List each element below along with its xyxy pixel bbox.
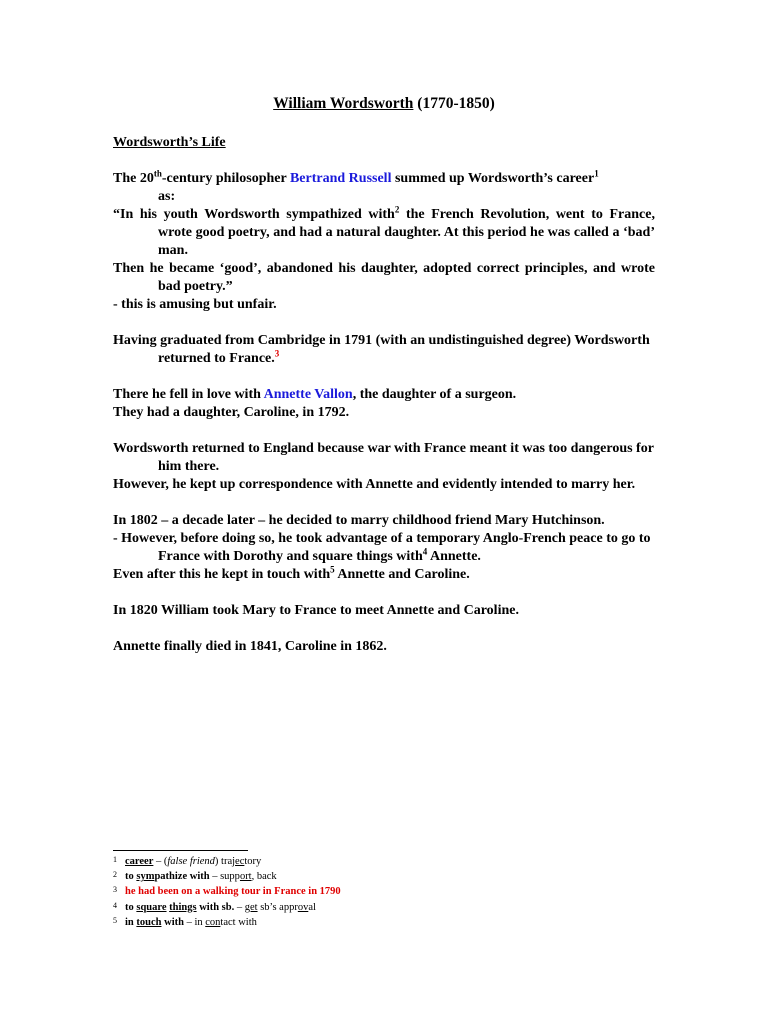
text: ov bbox=[297, 901, 309, 913]
paragraph-intro bbox=[113, 170, 655, 206]
text: , the daughter of a surgeon. bbox=[352, 387, 517, 402]
quote-part-2: Then he became ‘good’, abandoned his daughter, adopted correct principles, and wrote bad poetry.” bbox=[113, 261, 655, 294]
text: get bbox=[244, 901, 258, 913]
paragraph-deaths: Annette finally died in 1841, Caroline in 1862. bbox=[113, 639, 387, 654]
text: he had been on a walking tour in France in 1790 bbox=[125, 886, 341, 898]
text: false friend bbox=[167, 856, 215, 867]
text: – in bbox=[183, 916, 206, 928]
paragraph-kept-in-touch bbox=[113, 566, 655, 584]
text: tact with bbox=[220, 916, 257, 928]
text: Having graduated from Cambridge in 1791 (with an undistinguished degree) Wordsworth returned to France. bbox=[113, 333, 650, 366]
title-dates: (1770-1850) bbox=[417, 95, 495, 112]
text: Even after this he kept in touch with bbox=[113, 567, 331, 582]
footnote-4 bbox=[113, 900, 513, 915]
footnote-5 bbox=[113, 915, 513, 930]
text: touch bbox=[136, 916, 162, 928]
footnote-ref-2[interactable]: 2 bbox=[394, 204, 400, 215]
text: – bbox=[234, 901, 245, 913]
footnote-ref-1[interactable]: 1 bbox=[594, 168, 599, 179]
text: to bbox=[125, 901, 137, 913]
footnote-number: 5 bbox=[113, 915, 117, 925]
text: ) traj bbox=[214, 856, 236, 867]
text: sym bbox=[136, 871, 155, 883]
document-body bbox=[113, 134, 655, 656]
paragraph-1802: In 1802 – a decade later – he decided to marry childhood friend Mary Hutchinson. bbox=[113, 513, 605, 528]
text: ort bbox=[239, 871, 252, 883]
link-annette-vallon[interactable]: Annette Vallon bbox=[263, 387, 353, 402]
text: in bbox=[125, 916, 137, 928]
footnotes bbox=[113, 850, 513, 930]
footnote-number: 3 bbox=[113, 885, 117, 895]
text: – supp bbox=[209, 871, 240, 883]
text: There he fell in love with bbox=[113, 387, 264, 402]
text: pathize with bbox=[154, 871, 210, 883]
footnote-ref-4[interactable]: 4 bbox=[422, 546, 428, 557]
link-bertrand-russell[interactable]: Bertrand Russell bbox=[289, 171, 392, 186]
text: con bbox=[205, 916, 221, 928]
text: as: bbox=[158, 189, 176, 204]
quote-part-1 bbox=[113, 206, 655, 260]
footnote-1 bbox=[113, 854, 513, 869]
text: to bbox=[125, 871, 137, 883]
page-title bbox=[0, 95, 768, 113]
text: square bbox=[136, 901, 167, 913]
text: Annette and Caroline. bbox=[334, 567, 470, 582]
text: with sb. bbox=[196, 901, 235, 913]
footnote-ref-5[interactable]: 5 bbox=[330, 564, 335, 575]
footnote-number: 4 bbox=[113, 900, 117, 910]
paragraph-annette bbox=[113, 386, 655, 404]
text: ec bbox=[235, 856, 245, 867]
text: Annette. bbox=[427, 549, 481, 564]
text: -century philosopher bbox=[161, 171, 290, 186]
text: , back bbox=[251, 871, 277, 883]
paragraph-return-england: Wordsworth returned to England because war with France meant it was too dangerous for him there. bbox=[113, 441, 654, 474]
footnote-number: 1 bbox=[113, 855, 117, 864]
text: al bbox=[308, 901, 316, 913]
paragraph-caroline: They had a daughter, Caroline, in 1792. bbox=[113, 405, 350, 420]
footnote-number: 2 bbox=[113, 870, 117, 880]
text: The 20 bbox=[113, 171, 154, 186]
footnote-separator bbox=[113, 850, 248, 851]
text: sb’s appr bbox=[257, 901, 298, 913]
text: summed up Wordsworth’s career bbox=[391, 171, 595, 186]
comment: - this is amusing but unfair. bbox=[113, 297, 277, 312]
footnote-3 bbox=[113, 884, 513, 899]
title-name: William Wordsworth bbox=[273, 95, 414, 112]
paragraph-anglo-french-peace bbox=[113, 530, 655, 566]
text: the French Revolution, went to France, wrote good poetry, and had a natural daughter. At this period he was called a ‘bad’ man. bbox=[158, 207, 655, 258]
footnote-2 bbox=[113, 869, 513, 884]
paragraph-correspondence: However, he kept up correspondence with Annette and evidently intended to marry her. bbox=[113, 477, 636, 492]
superscript: th bbox=[153, 168, 162, 179]
text: - However, before doing so, he took advantage of a temporary Anglo-French peace to go to France with Dorothy and square things with bbox=[113, 531, 651, 564]
paragraph-cambridge bbox=[113, 332, 655, 368]
text: “In his youth Wordsworth sympathized with bbox=[113, 207, 395, 222]
text: – ( bbox=[153, 856, 168, 867]
text: tory bbox=[244, 856, 262, 867]
text: with bbox=[161, 916, 184, 928]
text: career bbox=[125, 856, 154, 867]
text: things bbox=[169, 901, 197, 913]
paragraph-1820: In 1820 William took Mary to France to meet Annette and Caroline. bbox=[113, 603, 519, 618]
section-heading: Wordsworth’s Life bbox=[113, 135, 226, 150]
footnote-ref-3[interactable]: 3 bbox=[274, 348, 280, 359]
